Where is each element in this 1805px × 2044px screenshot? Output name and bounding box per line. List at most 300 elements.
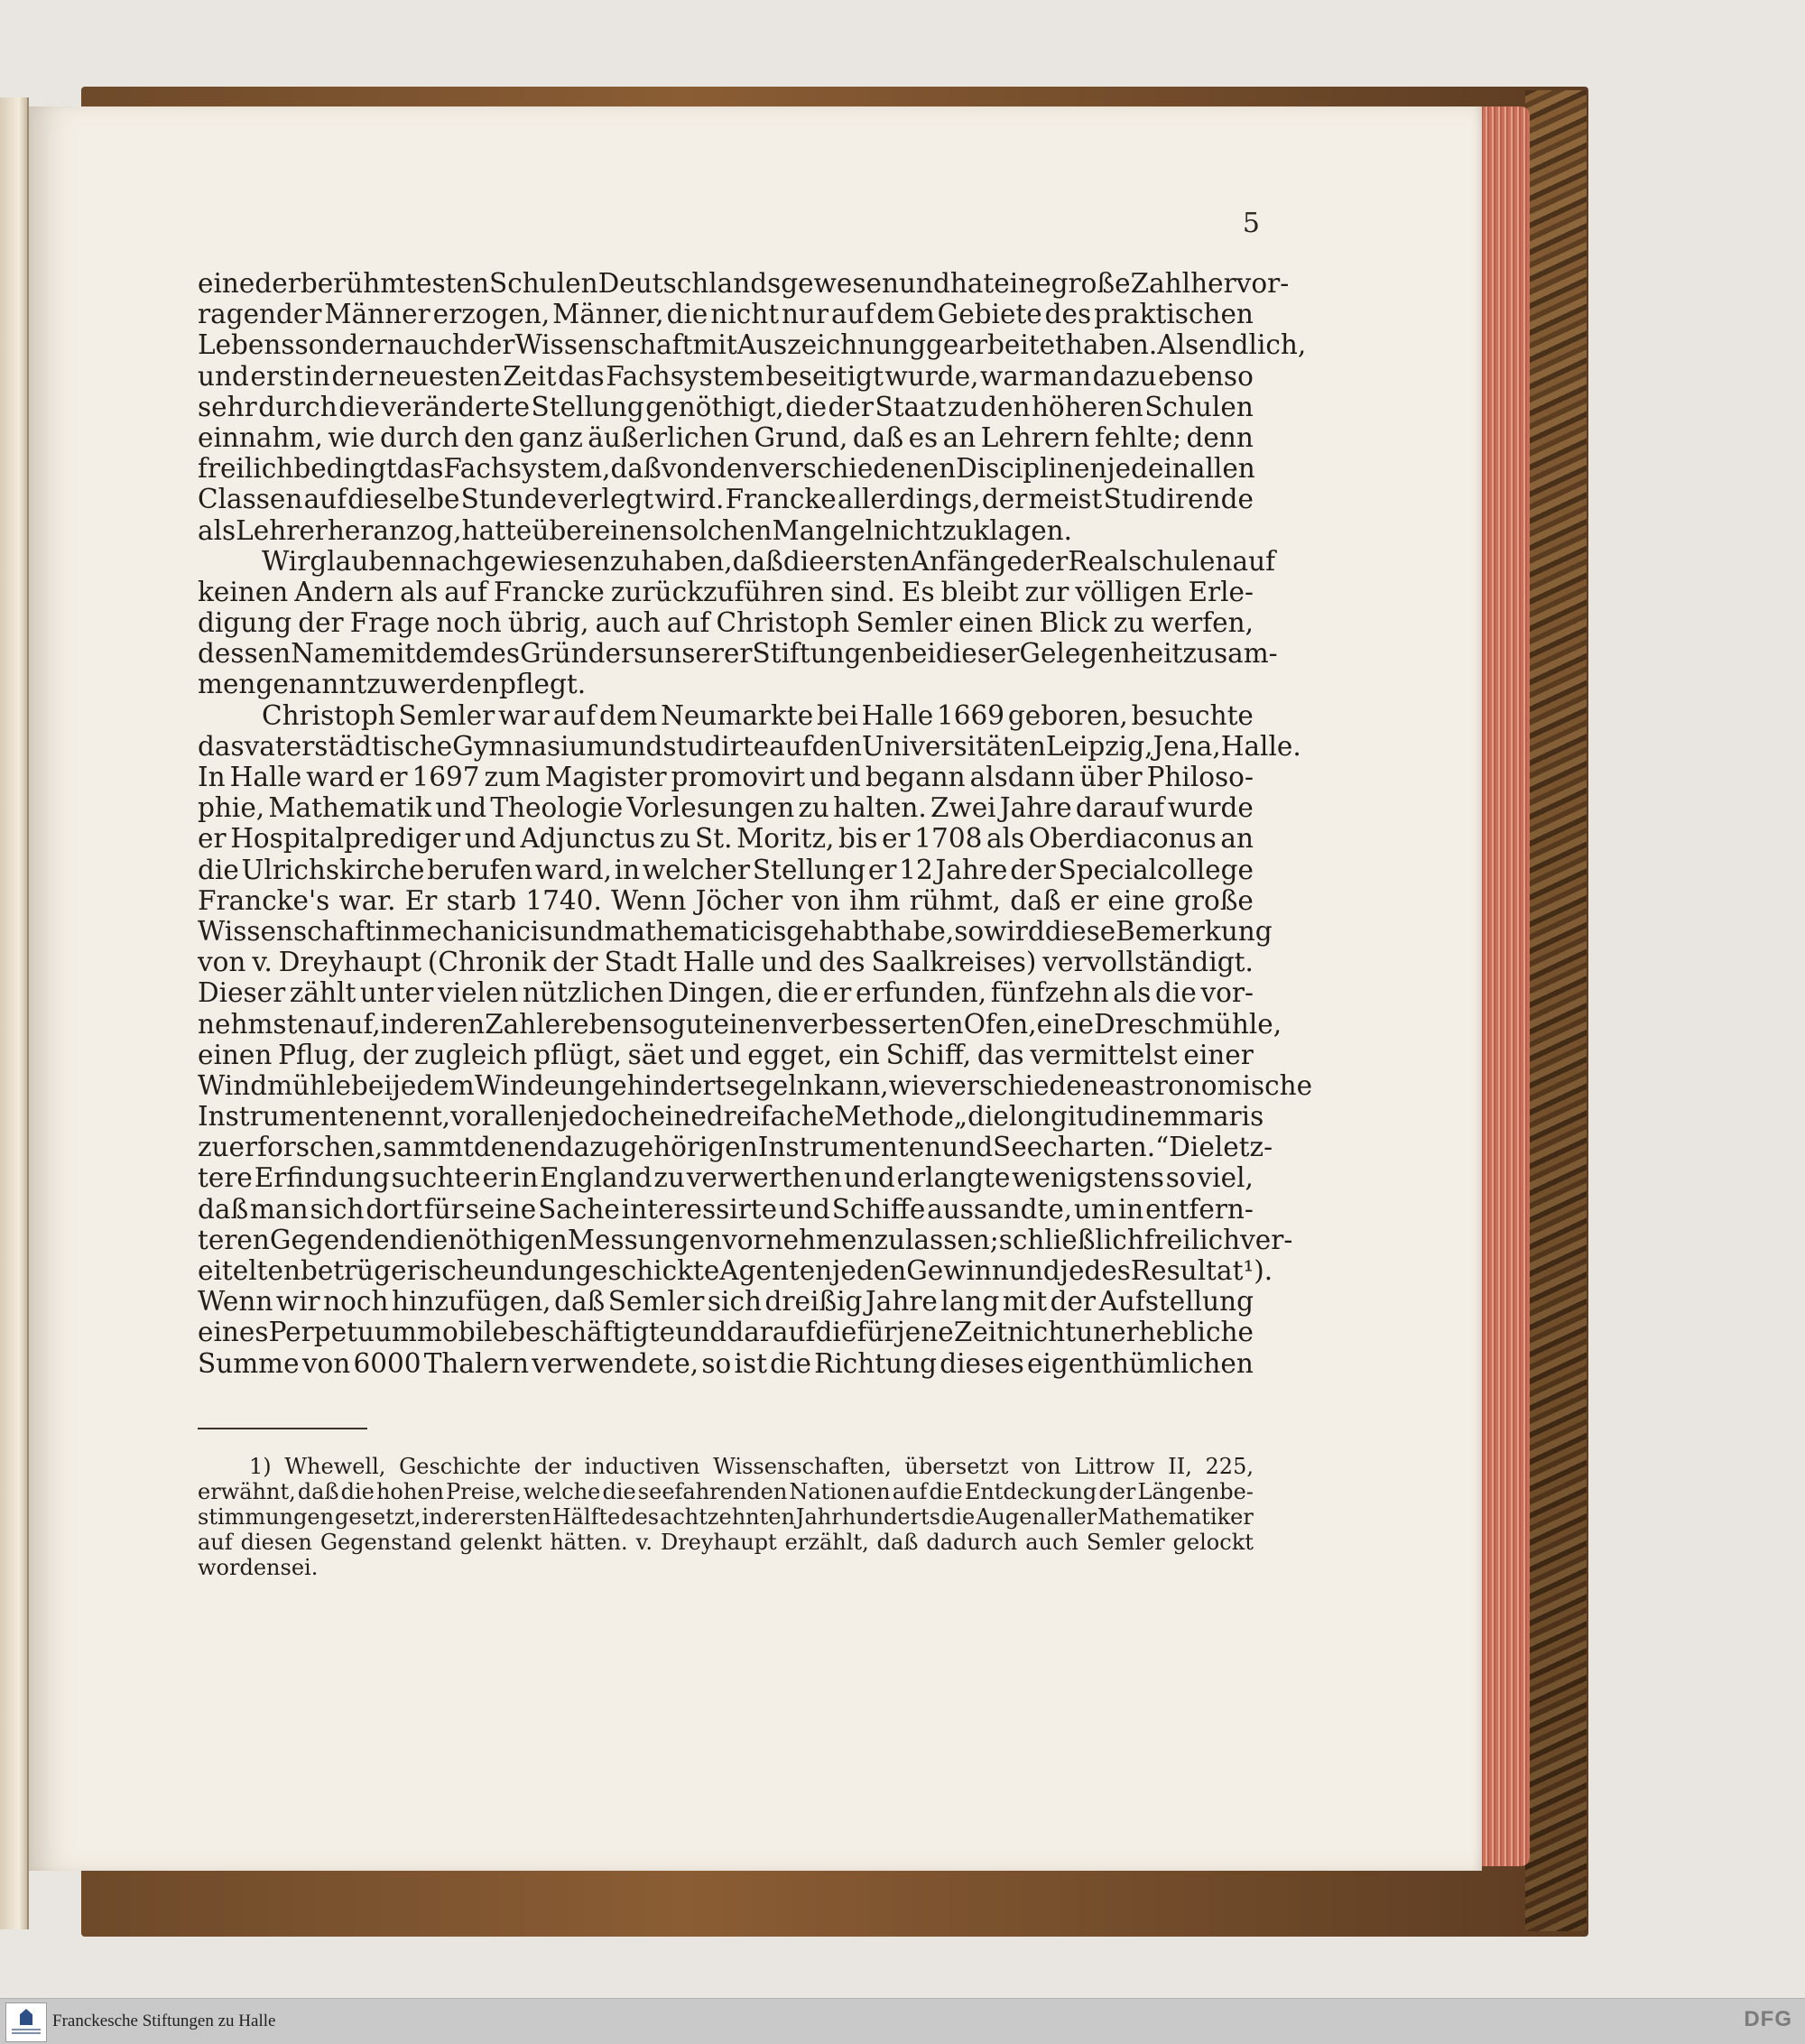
body-text bbox=[198, 268, 1313, 1379]
word: auf bbox=[769, 730, 812, 762]
word: Dreschmühle, bbox=[1094, 1008, 1282, 1040]
word: in bbox=[1117, 1193, 1144, 1225]
word: genöthigt, bbox=[645, 391, 784, 422]
word: Studirende bbox=[1103, 484, 1254, 515]
word: Wissenschaft bbox=[198, 915, 375, 947]
word: (Chronik bbox=[427, 947, 547, 978]
word: zu bbox=[798, 792, 829, 824]
text-line bbox=[198, 1162, 1254, 1193]
word: den bbox=[811, 730, 862, 762]
word: Whewell, bbox=[284, 1454, 386, 1479]
word: viel, bbox=[1197, 1162, 1254, 1194]
word: einen bbox=[958, 607, 1033, 639]
word: verwendete, bbox=[532, 1347, 699, 1379]
word: die bbox=[338, 391, 380, 422]
word: Resultat¹). bbox=[1130, 1255, 1273, 1286]
word: und bbox=[941, 1132, 994, 1163]
word: höheren bbox=[1031, 391, 1143, 422]
word: Instrumente bbox=[198, 1101, 365, 1133]
word: Ulrichskirche bbox=[241, 854, 425, 885]
word: daß bbox=[554, 1286, 606, 1318]
word: hat bbox=[949, 268, 995, 299]
word: deren bbox=[406, 1008, 486, 1040]
word: nennt, bbox=[364, 1101, 451, 1133]
word: Andern bbox=[294, 576, 394, 607]
word: letz- bbox=[1214, 1132, 1273, 1163]
word: er bbox=[378, 762, 408, 792]
word: zum bbox=[484, 762, 541, 792]
word: auf bbox=[552, 699, 597, 731]
word: starb bbox=[446, 884, 517, 916]
word: von bbox=[198, 947, 246, 978]
word: Entdeckung bbox=[964, 1479, 1097, 1504]
word: zu bbox=[366, 669, 398, 700]
word: Zahl bbox=[485, 1008, 545, 1040]
word: und bbox=[898, 268, 950, 299]
word: Saalkreises) bbox=[871, 947, 1037, 978]
text-line bbox=[198, 361, 1254, 392]
word: allerdings, bbox=[837, 484, 981, 515]
word: vermittelst bbox=[1030, 1039, 1178, 1070]
word: in bbox=[614, 854, 641, 885]
word: sammt bbox=[383, 1132, 474, 1163]
word: der bbox=[443, 1504, 481, 1530]
word: Stunde bbox=[460, 484, 558, 515]
word: dreifache bbox=[706, 1101, 835, 1133]
word: auf bbox=[830, 299, 875, 330]
word: eine bbox=[1107, 884, 1165, 916]
word: den bbox=[980, 391, 1031, 422]
word: v. bbox=[635, 1530, 653, 1555]
word: der bbox=[552, 947, 598, 978]
word: sei. bbox=[280, 1555, 319, 1580]
word: man bbox=[1032, 360, 1092, 392]
word: achtzehnten bbox=[660, 1504, 795, 1530]
word: Wir bbox=[262, 545, 310, 577]
word: und bbox=[198, 360, 249, 392]
word: für bbox=[423, 1193, 464, 1225]
word: freilich bbox=[1143, 1224, 1241, 1255]
word: und bbox=[435, 792, 487, 824]
word: 1697 bbox=[412, 762, 480, 792]
word: Magister bbox=[544, 762, 667, 792]
word: er bbox=[482, 1162, 512, 1194]
word: die bbox=[602, 1479, 636, 1504]
word: von bbox=[301, 1347, 351, 1379]
word: wurde bbox=[1168, 792, 1254, 824]
text-line bbox=[198, 545, 1276, 577]
word: neuesten bbox=[378, 360, 502, 392]
word: Wissenschaften, bbox=[713, 1454, 892, 1479]
word: ward, bbox=[534, 854, 612, 885]
word: so bbox=[701, 1347, 732, 1379]
word: verschiedene bbox=[935, 1069, 1115, 1101]
word: In bbox=[198, 762, 226, 792]
text-line bbox=[198, 885, 1254, 916]
word: auf bbox=[666, 607, 710, 639]
word: alsdann bbox=[969, 762, 1076, 792]
word: zugleich bbox=[414, 1039, 528, 1070]
word: Preise, bbox=[446, 1479, 522, 1504]
word: vor- bbox=[1200, 977, 1254, 1009]
text-line bbox=[198, 329, 1307, 361]
word: und bbox=[761, 947, 813, 978]
dfg-logo[interactable]: DFG bbox=[1744, 2007, 1792, 2031]
word: diesen bbox=[240, 1530, 312, 1555]
word: eine bbox=[1036, 1008, 1094, 1040]
word: jedem bbox=[392, 1069, 475, 1101]
word: seefahrenden bbox=[637, 1479, 788, 1504]
word: und bbox=[1008, 1255, 1060, 1286]
word: auf, bbox=[329, 1008, 381, 1040]
word: daß bbox=[876, 1530, 919, 1555]
word: er bbox=[544, 1008, 574, 1040]
word: dazu bbox=[556, 1132, 621, 1163]
word: über bbox=[532, 514, 595, 546]
text-line bbox=[198, 977, 1254, 1008]
word: mit bbox=[370, 638, 416, 670]
word: Wissenschaft bbox=[514, 329, 693, 361]
word: gearbeitet bbox=[925, 329, 1066, 361]
word: Hälfte bbox=[551, 1504, 621, 1530]
word: er bbox=[1069, 884, 1099, 916]
francke-foundation-logo-icon[interactable] bbox=[5, 2002, 47, 2042]
word: den bbox=[709, 453, 760, 485]
word: Pflug, bbox=[278, 1039, 356, 1070]
word: Sache bbox=[538, 1193, 620, 1225]
word: eigenthümlichen bbox=[1026, 1347, 1254, 1379]
word: eine bbox=[994, 268, 1051, 299]
word: Männer, bbox=[552, 299, 664, 330]
text-line bbox=[198, 1008, 1282, 1040]
word: Gebiete bbox=[937, 299, 1042, 330]
word: Staat bbox=[875, 391, 947, 422]
word: ebenso bbox=[1158, 360, 1254, 392]
word: die bbox=[198, 854, 239, 885]
word: übersetzt bbox=[904, 1454, 1009, 1479]
word: praktischen bbox=[1094, 299, 1254, 330]
text-line bbox=[198, 700, 1254, 731]
word: so bbox=[1165, 1162, 1196, 1194]
word: hinzufügen, bbox=[391, 1286, 551, 1318]
word: ebensogut bbox=[573, 1008, 714, 1040]
word: gelenkt bbox=[459, 1530, 542, 1555]
word: zu bbox=[659, 823, 691, 855]
word: men bbox=[198, 669, 256, 700]
word: fünfzehn bbox=[990, 977, 1109, 1009]
word: erzogen, bbox=[432, 299, 551, 330]
word: Gelegenheit bbox=[1019, 638, 1183, 670]
word: an bbox=[942, 421, 977, 453]
word: stimmungen bbox=[198, 1504, 335, 1530]
word: auf bbox=[444, 576, 487, 607]
word: welche bbox=[523, 1479, 601, 1504]
text-line bbox=[198, 1286, 1254, 1317]
word: Blick bbox=[1039, 607, 1107, 639]
word: mathematicis bbox=[604, 915, 787, 947]
word: Wenn bbox=[198, 1286, 273, 1318]
word: phie, bbox=[198, 792, 265, 824]
word: ihm bbox=[849, 884, 901, 916]
word: diese bbox=[1044, 915, 1116, 947]
word: Männer bbox=[324, 299, 430, 330]
word: zu bbox=[609, 545, 642, 577]
word: daß bbox=[610, 453, 662, 485]
word: noch bbox=[436, 607, 502, 639]
word: ersten bbox=[481, 1504, 551, 1530]
word: gelockt bbox=[1172, 1530, 1254, 1555]
word: Jahre bbox=[999, 792, 1072, 824]
text-line bbox=[198, 422, 1254, 453]
word: und bbox=[489, 1255, 542, 1286]
word: wird bbox=[984, 915, 1045, 947]
word: 6000 bbox=[353, 1347, 421, 1379]
word: kann, bbox=[813, 1069, 889, 1101]
word: jene bbox=[896, 1317, 954, 1348]
word: der bbox=[331, 360, 377, 392]
word: Zeit bbox=[503, 360, 557, 392]
word: Mathematiker bbox=[1097, 1504, 1254, 1530]
word: Adjunctus bbox=[520, 823, 656, 855]
word: zu bbox=[948, 391, 979, 422]
word: für bbox=[856, 1317, 897, 1348]
word: als bbox=[1113, 977, 1152, 1009]
word: des bbox=[621, 1504, 660, 1530]
word: der bbox=[1022, 545, 1069, 577]
text-line bbox=[198, 855, 1254, 885]
viewer-footer bbox=[0, 1998, 1805, 2044]
word: 1) bbox=[249, 1454, 272, 1479]
text-line bbox=[198, 669, 1254, 699]
word: lassen; bbox=[905, 1224, 999, 1255]
word: Disciplinen bbox=[956, 453, 1107, 485]
word: Augen bbox=[976, 1504, 1046, 1530]
word: dazu bbox=[1092, 360, 1157, 392]
word: II, bbox=[1168, 1454, 1192, 1479]
word: sich bbox=[707, 1286, 763, 1318]
word: glauben bbox=[310, 545, 419, 577]
word: studirte bbox=[662, 730, 770, 762]
text-line bbox=[198, 1255, 1273, 1286]
text-line bbox=[198, 762, 1254, 792]
word: Semler bbox=[1086, 1530, 1165, 1555]
word: der bbox=[298, 607, 344, 639]
word: die bbox=[815, 1317, 857, 1348]
word: heranzog, bbox=[327, 514, 462, 546]
word: bedingt bbox=[293, 453, 397, 485]
word: seine bbox=[465, 1193, 537, 1225]
word: Moritz, bbox=[736, 823, 835, 855]
word: zu bbox=[653, 1162, 685, 1194]
word: Mangel bbox=[772, 514, 875, 546]
word: interessirte bbox=[621, 1193, 778, 1225]
word: Classen bbox=[198, 484, 303, 515]
word: Erle- bbox=[1188, 576, 1254, 607]
word: sondern bbox=[294, 329, 404, 361]
word: vor bbox=[450, 1101, 495, 1133]
word: in bbox=[512, 1162, 539, 1194]
text-line bbox=[198, 730, 1301, 762]
word: Mathematik bbox=[268, 792, 432, 824]
word: nehmsten bbox=[198, 1008, 330, 1040]
word: mit bbox=[1002, 1286, 1048, 1318]
word: geboren, bbox=[1007, 699, 1128, 731]
word: einer bbox=[1183, 1039, 1254, 1070]
word: jede bbox=[1106, 453, 1164, 485]
word: säet bbox=[627, 1039, 684, 1070]
word: wird. bbox=[654, 484, 725, 515]
word: Leipzig, bbox=[1045, 730, 1153, 762]
word: und bbox=[464, 823, 516, 855]
word: Littrow bbox=[1074, 1454, 1155, 1479]
footnote-line bbox=[198, 1504, 1254, 1530]
word: gehörigen bbox=[620, 1132, 758, 1163]
word: Dieser bbox=[198, 977, 286, 1009]
word: der bbox=[1098, 1479, 1136, 1504]
word: und bbox=[690, 1039, 742, 1070]
word: verwerthen bbox=[686, 1162, 843, 1194]
word: auch bbox=[403, 329, 469, 361]
word: mobile bbox=[417, 1317, 508, 1348]
word: habe, bbox=[879, 915, 955, 947]
word: einen bbox=[594, 514, 670, 546]
word: Halle bbox=[682, 947, 755, 978]
word: Gegenden bbox=[269, 1224, 407, 1255]
word: auf bbox=[198, 1530, 233, 1555]
word: betrügerische bbox=[300, 1255, 490, 1286]
word: allen bbox=[1189, 453, 1255, 485]
word: er bbox=[867, 854, 897, 885]
text-line bbox=[198, 1224, 1293, 1255]
word: Jena, bbox=[1152, 730, 1221, 762]
word: Messungen bbox=[567, 1224, 723, 1255]
institution-name[interactable]: Franckesche Stiftungen zu Halle bbox=[52, 2012, 276, 2030]
word: noch bbox=[323, 1286, 389, 1318]
word: er bbox=[822, 977, 852, 1009]
word: wenigstens bbox=[1012, 1162, 1164, 1194]
text-line bbox=[198, 515, 1254, 546]
word: Halle bbox=[861, 699, 934, 731]
word: nicht bbox=[874, 514, 942, 546]
word: als bbox=[198, 514, 236, 546]
word: die bbox=[770, 1347, 811, 1379]
word: um bbox=[1074, 1193, 1116, 1225]
text-line bbox=[198, 577, 1254, 607]
footnote-line bbox=[198, 1530, 1254, 1555]
word: dadurch bbox=[926, 1530, 1018, 1555]
word: wurde, bbox=[884, 360, 979, 392]
word: das bbox=[396, 453, 444, 485]
word: nachgewiesen bbox=[418, 545, 610, 577]
word: Instrumenten bbox=[757, 1132, 942, 1163]
word: St. bbox=[695, 823, 733, 855]
word: durch bbox=[379, 421, 459, 453]
word: der bbox=[468, 329, 515, 361]
left-page-edge bbox=[0, 97, 29, 1929]
word: longitudinem bbox=[1008, 1101, 1188, 1133]
word: von bbox=[661, 453, 710, 485]
word: beschäftigte bbox=[508, 1317, 676, 1348]
word: Semler bbox=[398, 699, 495, 731]
word: verlegt bbox=[558, 484, 654, 515]
word: zu bbox=[941, 514, 974, 546]
word: verbesserten bbox=[787, 1008, 964, 1040]
word: Winde bbox=[474, 1069, 560, 1101]
word: Es bbox=[901, 576, 935, 607]
word: Jahre bbox=[935, 854, 1008, 885]
word: auf bbox=[892, 1479, 928, 1504]
word: Auszeichnung bbox=[736, 329, 926, 361]
word: allen bbox=[494, 1101, 560, 1133]
word: wir bbox=[275, 1286, 320, 1318]
word: Die bbox=[1169, 1132, 1215, 1163]
word: unter bbox=[359, 977, 434, 1009]
word: und bbox=[843, 1162, 895, 1194]
word: Jöcher bbox=[695, 884, 783, 916]
word: Agenten bbox=[719, 1255, 833, 1286]
word: ungeschickte bbox=[541, 1255, 720, 1286]
word: eines bbox=[198, 1317, 269, 1348]
word: endlich, bbox=[1199, 329, 1307, 361]
word: er bbox=[198, 823, 227, 855]
word: Dreyhaupt bbox=[660, 1530, 777, 1555]
word: klagen. bbox=[973, 514, 1073, 546]
text-line bbox=[198, 792, 1254, 823]
word: entfern- bbox=[1145, 1193, 1254, 1225]
word: sich bbox=[310, 1193, 365, 1225]
word: haben. bbox=[1065, 329, 1158, 361]
word: Specialcollege bbox=[1058, 854, 1254, 885]
word: als bbox=[986, 823, 1025, 855]
word: dieser bbox=[935, 638, 1020, 670]
text-line bbox=[198, 1132, 1273, 1163]
word: erlangte bbox=[896, 1162, 1011, 1194]
word: Theologie bbox=[490, 792, 624, 824]
footnote-line bbox=[198, 1555, 1254, 1580]
word: die bbox=[1155, 977, 1197, 1009]
word: Christoph bbox=[716, 607, 850, 639]
word: Gymnasium bbox=[452, 730, 612, 762]
word: „die bbox=[953, 1101, 1009, 1133]
word: Francke's bbox=[198, 884, 330, 916]
word: pflügt, bbox=[533, 1039, 622, 1070]
word: durch bbox=[258, 391, 338, 422]
word: Christoph bbox=[262, 699, 395, 731]
text-line bbox=[198, 823, 1254, 854]
word: eine bbox=[649, 1101, 707, 1133]
word: die bbox=[406, 1224, 449, 1255]
word: unerhebliche bbox=[1076, 1317, 1254, 1348]
word: ver- bbox=[1240, 1224, 1293, 1255]
word: Frage bbox=[349, 607, 430, 639]
word: daß bbox=[198, 1193, 249, 1225]
word: nur bbox=[781, 299, 829, 330]
word: darauf bbox=[1075, 792, 1165, 824]
word: erzählt, bbox=[784, 1530, 869, 1555]
word: Richtung bbox=[814, 1347, 938, 1379]
word: von bbox=[791, 884, 840, 916]
word: teren bbox=[198, 1224, 270, 1255]
text-line bbox=[198, 1069, 1313, 1101]
word: einen bbox=[198, 1039, 273, 1070]
word: bleibt bbox=[940, 576, 1019, 607]
word: bei bbox=[351, 1069, 393, 1101]
text-line bbox=[198, 392, 1254, 422]
word: und bbox=[611, 730, 663, 762]
word: der bbox=[362, 1039, 409, 1070]
marbled-cover-edge bbox=[1525, 90, 1587, 1931]
word: der bbox=[255, 268, 301, 299]
